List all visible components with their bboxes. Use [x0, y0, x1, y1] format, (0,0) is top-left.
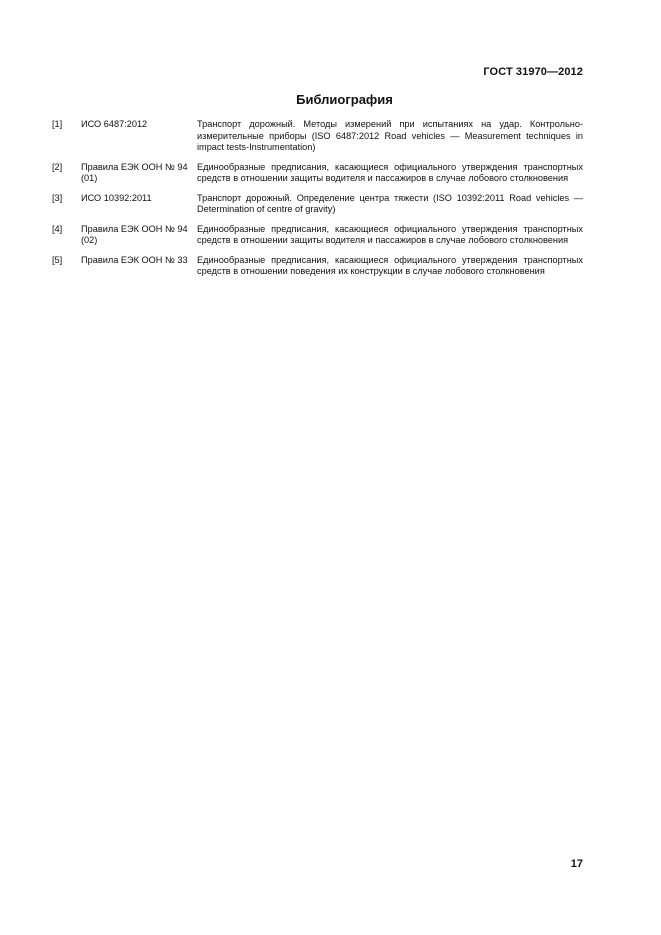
- bibliography-entry: [52, 162, 583, 185]
- bibliography-entry: [52, 224, 583, 247]
- entry-code: Правила ЕЭК ООН № 33: [81, 254, 188, 265]
- entry-description: Транспорт дорожный. Методы измерений при испытаниях на удар. Контрольно-измерительные приборы (ISO 6487:2012 Road vehicles — Measurement techniques in impact tests-Instrumentation): [197, 119, 583, 152]
- entry-description: Транспорт дорожный. Определение центра тяжести (ISO 10392:2011 Road vehicles — Determination of centre of gravity): [197, 192, 583, 214]
- bibliography-entry: [52, 119, 583, 154]
- entry-description: Единообразные предписания, касающиеся официального утверждения транспортных средств в отношении защиты водителя и пассажиров в случае лобового столкновения: [197, 161, 583, 183]
- entry-code: Правила ЕЭК ООН № 94 (01): [81, 161, 188, 183]
- bibliography-entry: [52, 193, 583, 216]
- page-title: Библиография: [296, 92, 393, 107]
- entry-number: [4]: [52, 223, 63, 234]
- entry-number: [3]: [52, 192, 63, 203]
- entry-code: ИСО 10392:2011: [81, 192, 152, 203]
- page-number: 17: [570, 858, 583, 870]
- bibliography-entry: [52, 255, 583, 278]
- entry-description: Единообразные предписания, касающиеся официального утверждения транспортных средств в отношении поведения их конструкции в случае лобового столкновения: [197, 254, 583, 276]
- document-code: ГОСТ 31970—2012: [483, 66, 583, 78]
- entry-number: [2]: [52, 161, 63, 172]
- entry-number: [1]: [52, 119, 63, 129]
- entry-code: Правила ЕЭК ООН № 94 (02): [81, 223, 188, 245]
- entry-code: ИСО 6487:2012: [81, 119, 148, 129]
- bibliography-list: [52, 119, 583, 286]
- entry-description: Единообразные предписания, касающиеся официального утверждения транспортных средств в отношении защиты водителя и пассажиров в случае лобового столкновения: [197, 223, 583, 245]
- entry-number: [5]: [52, 254, 63, 265]
